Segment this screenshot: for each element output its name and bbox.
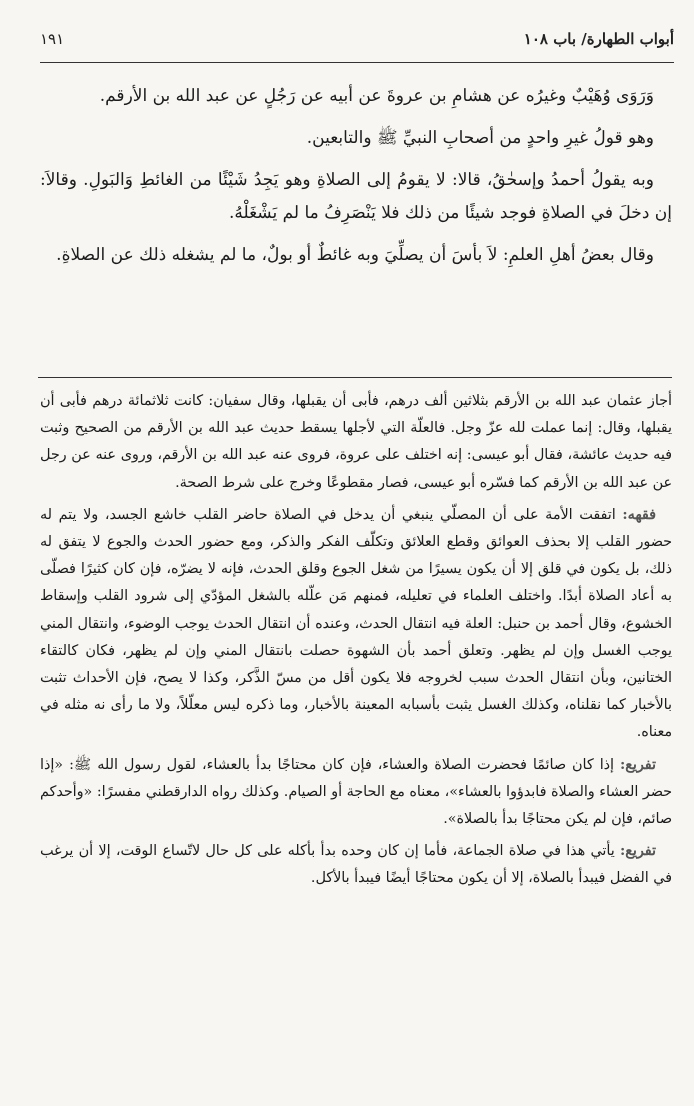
main-paragraph: وَرَوَى وُهَيْبٌ وغيرُه عن هشامِ بن عروةَ عن أبيه عن رَجُلٍ عن عبد الله بن الأرقم.: [99, 86, 654, 106]
commentary-paragraph: أجاز عثمان عبد الله بن الأرقم بثلاثين ألف درهم، فأبى أن يقبلها، وقال سفيان: كانت ثلاثمائة درهم فأبى أن يقبلها، وقال: إنما عملت لله عزّ وجل. فالعلّة التي لأجلها يسقط حديث عبد الله بن الأرقم من الصحيح وثبت فيه حديث عائشة، فقال أبو عيسى: إنه اختلف على عروة، فروى عنه عبد الله بن الأرقم، وروى عنه عن رجل عن عبد الله بن الأرقم كما فسّره أبو عيسى، فصار مقطوعًا وخرج على شرط الصحة.: [40, 393, 672, 491]
tafri-label: تفريع:: [620, 843, 656, 860]
tafri-label: تفريع:: [620, 756, 656, 773]
commentary-divider: [38, 377, 672, 378]
fiqh-paragraph: [40, 502, 672, 747]
tafri-text: إذا كان صائمًا فحضرت الصلاة والعشاء، فإن كان محتاجًا بدأ بالعشاء، لقول رسول الله ﷺ: «إذا حضر العشاء والصلاة فابدؤوا بالعشاء»، معناه مع الحاجة أو الصيام. وكذلك رواه الدارقطني مفسرًا: «وأحدكم صائم، فإن لم يكن محتاجًا بدأ بالصلاة».: [40, 756, 672, 828]
main-paragraph: وهو قولُ غيرِ واحدٍ من أصحابِ النبيِّ ﷺ والتابعين.: [306, 128, 654, 148]
page-number: ١٩١: [40, 30, 65, 48]
fiqh-text: اتفقت الأمة على أن المصلّي ينبغي أن يدخل في الصلاة حاضر القلب خاشع الجسد، ولا يتم له حضور القلب إلا بحذف العوائق وقطع العلائق وتكلّف الفكر والذكر، ومع حضور الحدث والجوع لا يتفق له ذلك، بل يكون في قلق إلا أن يكون يسيرًا من شغل الجوع وقلق الحدث، فإنه لا يضرّه، فإن كان كثيرًا فصلّى به أعاد الصلاة أبدًا. واختلف العلماء في تعليله، فمنهم مَن علّله بالشغل المؤدّي إلى شرود القلب وإسقاط الخشوع، وقال أحمد بن حنبل: العلة فيه انتقال الحدث، وعنده أن انتقال الحدث يوجب الوضوء، وانتقال المني يوجب الغسل وإن لم يظهر. وتعلق أحمد بأن الشهوة حصلت بانتقال المني وإن لم يظهر، فكان كالتقاء الختانين، وبأن انتقال الحدث سبب لخروجه فلا يكون أقل من مسّ الذَّكر، وكذا لا يصح، فإن الأحداث تثبت بالأخبار كما نقلناه، وكذلك الغسل يثبت بأسبابه المعينة بالأخبار، وما ذكره ليس معلّلاً، ولا ما رأى نه مثله في معناه.: [40, 506, 672, 741]
main-paragraph: وقال بعضُ أهلِ العلمِ: لاَ بأسَ أن يصلِّيَ وبه غائطٌ أو بولٌ، ما لم يشغله ذلك عن الصلاةِ.: [56, 245, 654, 265]
tafri-paragraph: [40, 838, 672, 892]
fiqh-label: فقهه:: [622, 506, 656, 523]
running-title: أبواب الطهارة/ باب ١٠٨: [523, 30, 674, 48]
page-header: [40, 22, 674, 62]
tafri-paragraph: [40, 752, 672, 834]
header-rule: [40, 62, 674, 63]
commentary: [40, 388, 672, 898]
main-text: [40, 80, 672, 281]
tafri-text: يأتي هذا في صلاة الجماعة، فأما إن كان وحده بدأ بأكله على كل حال لاتّساع الوقت، إلا أن يرغب في الفضل فيبدأ بالصلاة، إلا أن يكون محتاجًا أيضًا فيبدأ بالأكل.: [40, 843, 672, 887]
main-paragraph: وبه يقولُ أحمدُ وإسحٰقُ، قالا: لا يقومُ إلى الصلاةِ وهو يَجِدُ شَيْئًا من الغائطِ وَالبَولِ. وقالاَ: إن دخلَ في الصلاةِ فوجد شيئًا من ذلك فلا يَنْصَرِفُ ما لم يَشْغَلْهُ.: [40, 170, 672, 223]
